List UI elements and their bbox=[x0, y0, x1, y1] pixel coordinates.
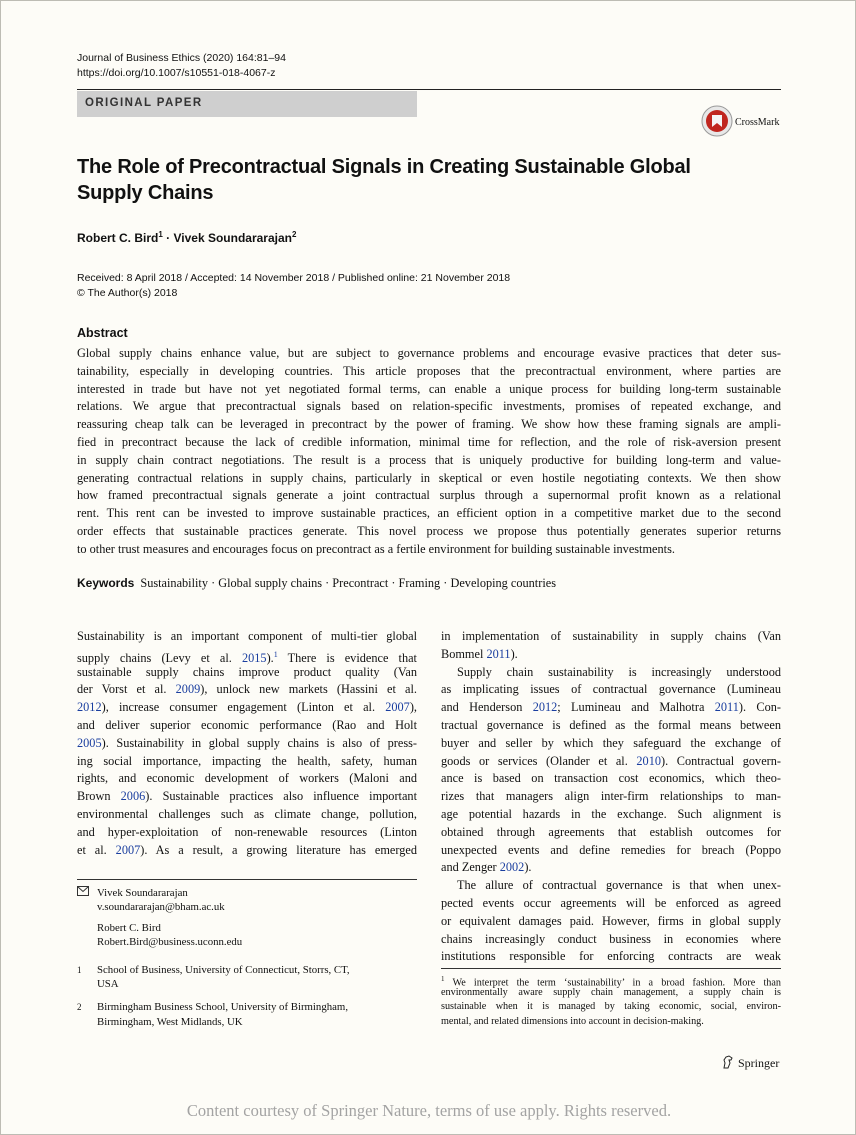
affiliations bbox=[77, 886, 417, 1029]
affiliation-line: School of Business, University of Connecticut, Storrs, CT, bbox=[97, 963, 350, 976]
body-line: obtained through agreements that establish outcomes for bbox=[441, 824, 781, 839]
abstract-line: to other trust measures and encourages focus on precontract as a fertile environment for building sustainable investments. bbox=[77, 541, 675, 556]
citation-link[interactable]: 2012 bbox=[532, 700, 558, 715]
affiliation-line: Birmingham Business School, University of Birmingham, bbox=[97, 1001, 349, 1014]
courtesy-notice: Content courtesy of Springer Nature, terms of use apply. Rights reserved. bbox=[186, 1101, 672, 1120]
citation-link[interactable]: 2012 bbox=[77, 700, 102, 715]
footnote-line: $^1$ We interpret the term ‘sustainability’ in a broad fashion. More than bbox=[441, 975, 781, 989]
footnote bbox=[441, 972, 781, 1029]
body-line: institutions responsible for enforcing contracts are weak bbox=[441, 949, 781, 964]
abstract-line: how framed precontractual signals generate a joint contractual surplus through a supernormal profit known as a relational bbox=[77, 488, 781, 503]
body-line: and hyper-exploitation of non-renewable resources (Linton bbox=[77, 824, 417, 839]
body-line: Bommel 2011). bbox=[441, 646, 518, 661]
abstract-line: order effects that sustainable practices generate. This novel process we propose thus potentially generates superior returns bbox=[77, 523, 781, 538]
affiliation-mark: 2 bbox=[77, 1002, 82, 1013]
abstract-line: reassuring cheap talk can be leveraged in precontract by the power of framing. We show how these framing signals are ampli- bbox=[77, 417, 781, 432]
second-author-contact bbox=[77, 921, 417, 950]
corresponding-author-name: Vivek Soundararajan bbox=[97, 887, 188, 899]
body-column-left bbox=[77, 628, 417, 859]
abstract-line: interested in trade but have not yet negotiated formal terms, can enable a unique process for building long-term sustainable bbox=[77, 381, 781, 396]
second-author-name: Robert C. Bird bbox=[97, 921, 161, 934]
body-line: et al. 2007). As a result, a growing literature has emerged bbox=[77, 842, 417, 857]
citation-link[interactable]: 2007 bbox=[385, 700, 410, 715]
body-line: Brown 2006). Sustainable practices also influence important bbox=[77, 789, 417, 804]
body-line: supply chains (Levy et al. 2015).$^1$ There is evidence that bbox=[77, 649, 417, 665]
affiliation-line: USA bbox=[97, 978, 119, 991]
abstract-line: relations. We argue that precontractual signals based on relation-specific investments, promises of repeated exchange, and bbox=[77, 399, 781, 414]
title-line: The Role of Precontractual Signals in Creating Sustainable Global bbox=[77, 156, 691, 178]
body-line: 2005). Sustainability in global supply chains is also of press- bbox=[77, 735, 417, 750]
affiliation-mark: 1 bbox=[77, 964, 82, 975]
keywords-list: Sustainability · Global supply chains · Precontract · Framing · Developing countries bbox=[140, 576, 556, 590]
body-line: Sustainability is an important component of multi-tier global bbox=[77, 629, 417, 643]
body-line: as implicating issues of contractual governance (Lumineau bbox=[441, 682, 781, 697]
copyright-notice: © The Author(s) 2018 bbox=[77, 287, 178, 299]
article-title bbox=[77, 154, 777, 206]
body-line: tractual governance is defined as the formal means between bbox=[441, 717, 781, 732]
author-affiliation-mark: 1 bbox=[158, 230, 163, 239]
body-line: The allure of contractual governance is that when unex- bbox=[457, 878, 781, 893]
keywords-label: Keywords bbox=[77, 576, 135, 590]
body-line: rights, and economic development of workers (Maloni and bbox=[77, 771, 417, 786]
affiliation-rule bbox=[77, 879, 417, 880]
body-line: pected events occur agreements will be enforced as agreed bbox=[441, 895, 781, 910]
journal-citation: Journal of Business Ethics (2020) 164:81–94 bbox=[77, 52, 286, 64]
title-line: Supply Chains bbox=[77, 182, 214, 204]
footnote-line: environmentally aware supply chain management, a supply chain is bbox=[441, 987, 781, 999]
crossmark-badge[interactable] bbox=[701, 105, 791, 141]
body-line: buyer and seller by which they safeguard the exchange of bbox=[441, 735, 781, 750]
doi-link[interactable]: https://doi.org/10.1007/s10551-018-4067-z bbox=[77, 67, 276, 79]
publisher-name: Springer bbox=[738, 1056, 780, 1070]
abstract-heading: Abstract bbox=[77, 326, 128, 340]
springer-horse-icon bbox=[721, 1055, 735, 1069]
abstract-line: fied in precontract because the lack of credible information, minimal time for reflection, and the role of risk-aversion present bbox=[77, 434, 781, 449]
keywords bbox=[77, 576, 556, 591]
author-affiliation-mark: 2 bbox=[291, 230, 297, 239]
crossmark-icon bbox=[701, 105, 733, 137]
body-line: ing social importance, impacting the health, safety, human bbox=[77, 753, 417, 768]
body-line: and Henderson 2012; Lumineau and Malhotra 2011). Con- bbox=[441, 700, 781, 715]
footnote-link[interactable]: 1 bbox=[273, 649, 278, 659]
body-column-right bbox=[441, 628, 781, 966]
affiliation-line: Birmingham, West Midlands, UK bbox=[97, 1015, 243, 1028]
citation-link[interactable]: 2002 bbox=[499, 860, 525, 875]
footnote-line: sustainable when it is managed by taking economic, social, environ- bbox=[441, 1001, 781, 1013]
citation-link[interactable]: 2005 bbox=[77, 735, 102, 750]
abstract-text bbox=[77, 345, 781, 559]
publication-dates: Received: 8 April 2018 / Accepted: 14 November 2018 / Published online: 21 November 2018 bbox=[77, 272, 511, 284]
author-name[interactable]: Robert C. Bird bbox=[77, 231, 159, 245]
body-line: in implementation of sustainability in supply chains (Van bbox=[441, 629, 781, 643]
citation-link[interactable]: 2007 bbox=[115, 842, 141, 857]
author-list bbox=[77, 230, 296, 245]
header-rule bbox=[77, 89, 781, 90]
section-label-bar bbox=[77, 91, 417, 117]
envelope-icon bbox=[77, 886, 89, 900]
footnote-rule bbox=[441, 968, 781, 969]
body-line: and Zenger 2002). bbox=[441, 860, 532, 875]
abstract-line: Global supply chains enhance value, but are subject to governance problems and encourage evasive practices that deter sus- bbox=[77, 346, 781, 360]
body-line: age potential hazards in the exchange. Such alignment is bbox=[441, 806, 781, 821]
citation-link[interactable]: 2011 bbox=[714, 700, 739, 715]
body-line: rizes that managers align inter-firm relationships to man- bbox=[441, 789, 781, 804]
body-line: and deliver superior economic performance (Rao and Holt bbox=[77, 717, 417, 732]
body-line: sustainable supply chains improve product quality (Van bbox=[77, 664, 417, 679]
second-author-email[interactable]: Robert.Bird@business.uconn.edu bbox=[97, 936, 243, 949]
corresponding-author bbox=[77, 886, 417, 915]
citation-link[interactable]: 2011 bbox=[486, 646, 511, 661]
body-line: environmental challenges such as climate change, pollution, bbox=[77, 806, 417, 821]
crossmark-label: CrossMark bbox=[735, 117, 780, 128]
citation-link[interactable]: 2006 bbox=[120, 789, 146, 804]
citation-link[interactable]: 2015 bbox=[241, 650, 267, 665]
publisher-logo bbox=[721, 1055, 779, 1071]
footnote-mark: 1 bbox=[441, 975, 445, 983]
abstract-line: tainability, especially in developing countries. This article proposes that the precontractual environment, where parties are bbox=[77, 363, 781, 378]
citation-link[interactable]: 2010 bbox=[636, 753, 661, 768]
abstract-line: generating contractual relations in supply chains, particularly in skeptical or even hostile negotiating contexts. We then show bbox=[77, 470, 781, 485]
body-line: or equivalent damages paid. However, firms in global supply bbox=[441, 913, 781, 928]
body-line: unexpected events and define remedies for breach (Poppo bbox=[441, 842, 781, 857]
body-line: ance is based on transaction cost economics, which theo- bbox=[441, 771, 781, 786]
affiliation-2 bbox=[77, 1000, 417, 1029]
corresponding-author-email[interactable]: v.soundararajan@bham.ac.uk bbox=[97, 901, 225, 914]
abstract-line: in supply chain contract negotiations. The result is a process that is uniquely productive for building long-term and value- bbox=[77, 452, 781, 467]
abstract-line: rent. This rent can be invested to improve sustainable practices, an efficient option in a competitive market due to the second bbox=[77, 506, 781, 521]
citation-link[interactable]: 2009 bbox=[175, 682, 201, 697]
footnote-line: mental, and related dimensions into account in decision-making. bbox=[441, 1015, 704, 1027]
author-name[interactable]: Vivek Soundararajan bbox=[173, 231, 292, 245]
body-line: chains increasingly conduct business in economies where bbox=[441, 931, 781, 946]
body-line: 2012), increase consumer engagement (Linton et al. 2007), bbox=[77, 700, 417, 715]
body-line: Supply chain sustainability is increasingly understood bbox=[457, 664, 781, 679]
section-label: ORIGINAL PAPER bbox=[85, 97, 203, 109]
author-separator: · bbox=[162, 231, 174, 245]
body-line: der Vorst et al. 2009), unlock new markets (Hassini et al. bbox=[77, 682, 417, 697]
affiliation-1 bbox=[77, 963, 417, 992]
body-line: goods or services (Olander et al. 2010). Contractual govern- bbox=[441, 753, 781, 768]
